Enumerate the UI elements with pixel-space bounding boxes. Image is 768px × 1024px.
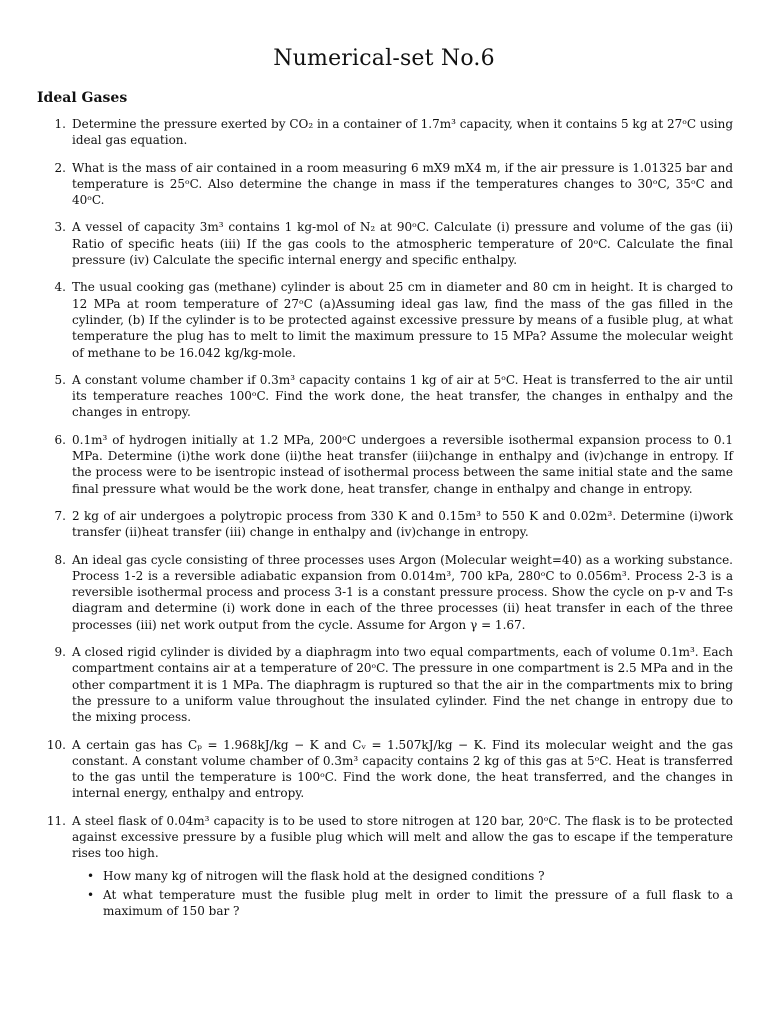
problem-item — [37, 508, 733, 541]
problem-number: 6. — [54, 432, 66, 447]
problem-item — [37, 116, 733, 149]
problem-text: 0.1m³ of hydrogen initially at 1.2 MPa, 200ᵒC undergoes a reversible isothermal expansion process to 0.1 MPa. Determine (i)the work done (ii)the heat transfer (iii)change in enthalpy and (iv)change in entropy. If the process were to be isentropic instead of isothermal process between the same initial state and the same final pressure what would be the work done, heat transfer, change in enthalpy and change in entropy. — [72, 432, 733, 496]
problem-number: 10. — [46, 737, 66, 752]
problem-item — [37, 552, 733, 633]
problem-list — [37, 116, 733, 930]
problem-number: 4. — [54, 280, 66, 295]
problem-number: 1. — [54, 117, 66, 131]
problem-text: A steel flask of 0.04m³ capacity is to be used to store nitrogen at 120 bar, 20ᵒC. The flask is to be protected against excessive pressure by a fusible plug which will melt and allow the gas to escape if the temperature rises too high. — [72, 813, 733, 861]
problem-number: 2. — [54, 160, 66, 175]
problem-text: An ideal gas cycle consisting of three processes uses Argon (Molecular weight=40) as a working substance. Process 1-2 is a reversible adiabatic expansion from 0.014m³, 700 kPa, 280ᵒC to 0.056m³. Process 2-3 is a reversible isothermal process and process 3-1 is a constant pressure process. Show the cycle on p-v and T-s diagram and determine (i) work done in each of the three processes (ii) heat transfer in each of the three processes (iii) net work output from the cycle. Assume for Argon γ = 1.67. — [72, 552, 733, 632]
problem-text: What is the mass of air contained in a room measuring 6 mX9 mX4 m, if the air pressure is 1.01325 bar and temperature is 25ᵒC. Also determine the change in mass if the temperatures changes to 30ᵒC, 35ᵒC and 40ᵒC. — [72, 160, 733, 208]
problem-text: 2 kg of air undergoes a polytropic process from 330 K and 0.15m³ to 550 K and 0.02m³. Determine (i)work transfer (ii)heat transfer (iii) change in enthalpy and (iv)change in entropy. — [72, 508, 733, 540]
problem-number: 7. — [54, 508, 66, 523]
problem-item — [37, 644, 733, 725]
problem-item — [37, 279, 733, 360]
problem-item — [37, 372, 733, 421]
problem-number: 3. — [54, 220, 66, 235]
sub-question-text: At what temperature must the fusible plug melt in order to limit the pressure of a full flask to a maximum of 150 bar ? — [103, 887, 733, 919]
problem-number: 8. — [54, 552, 66, 567]
problem-item — [37, 432, 733, 497]
sub-question-text: How many kg of nitrogen will the flask hold at the designed conditions ? — [103, 868, 545, 883]
section-heading: Ideal Gases — [37, 90, 128, 106]
sub-question-item — [72, 868, 733, 884]
problem-item — [37, 219, 733, 268]
bullet-icon: • — [87, 887, 95, 902]
problem-text: A constant volume chamber if 0.3m³ capacity contains 1 kg of air at 5ᵒC. Heat is transferred to the air until its temperature reaches 100ᵒC. Find the work done, the heat transfer, the changes in enthalpy and the changes in entropy. — [72, 372, 733, 420]
problem-text: A vessel of capacity 3m³ contains 1 kg-mol of N₂ at 90ᵒC. Calculate (i) pressure and volume of the gas (ii) Ratio of specific heats (iii) If the gas cools to the atmospheric temperature of 20ᵒC. Calculate the final pressure (iv) Calculate the specific internal energy and specific enthalpy. — [72, 220, 733, 268]
problem-number: 9. — [54, 645, 66, 660]
bullet-icon: • — [87, 868, 95, 883]
problem-item — [37, 737, 733, 802]
problem-text: A certain gas has Cₚ = 1.968kJ/kg − K and Cᵥ = 1.507kJ/kg − K. Find its molecular weight and the gas constant. A constant volume chamber of 0.3m³ capacity contains 2 kg of this gas at 5ᵒC. Heat is transferred to the gas until the temperature is 100ᵒC. Find the work done, the heat transferred, and the changes in internal energy, enthalpy and entropy. — [72, 737, 733, 801]
sub-question-list — [72, 868, 733, 920]
problem-item — [37, 160, 733, 209]
problem-text: A closed rigid cylinder is divided by a diaphragm into two equal compartments, each of volume 0.1m³. Each compartment contains air at a temperature of 20ᵒC. The pressure in one compartment is 2.5 MPa and in the other compartment it is 1 MPa. The diaphragm is ruptured so that the air in the compartments mix to bring the pressure to a uniform value throughout the insulated cylinder. Find the net change in entropy due to the mixing process. — [72, 645, 733, 725]
page-title: Numerical-set No.6 — [273, 46, 495, 71]
problem-text: Determine the pressure exerted by CO₂ in a container of 1.7m³ capacity, when it contains 5 kg at 27ᵒC using ideal gas equation. — [72, 117, 734, 148]
problem-number: 5. — [54, 372, 66, 387]
problem-number: 11. — [46, 813, 66, 828]
problem-text: The usual cooking gas (methane) cylinder is about 25 cm in diameter and 80 cm in height. It is charged to 12 MPa at room temperature of 27ᵒC (a)Assuming ideal gas law, find the mass of the gas filled in the cylinder, (b) If the cylinder is to be protected against excessive pressure by means of a fusible plug, at what temperature the plug has to melt to limit the maximum pressure to 15 MPa? Assume the molecular weight of methane to be 16.042 kg/kg-mole. — [72, 280, 733, 360]
sub-question-item — [72, 887, 733, 920]
problem-item — [37, 813, 733, 920]
